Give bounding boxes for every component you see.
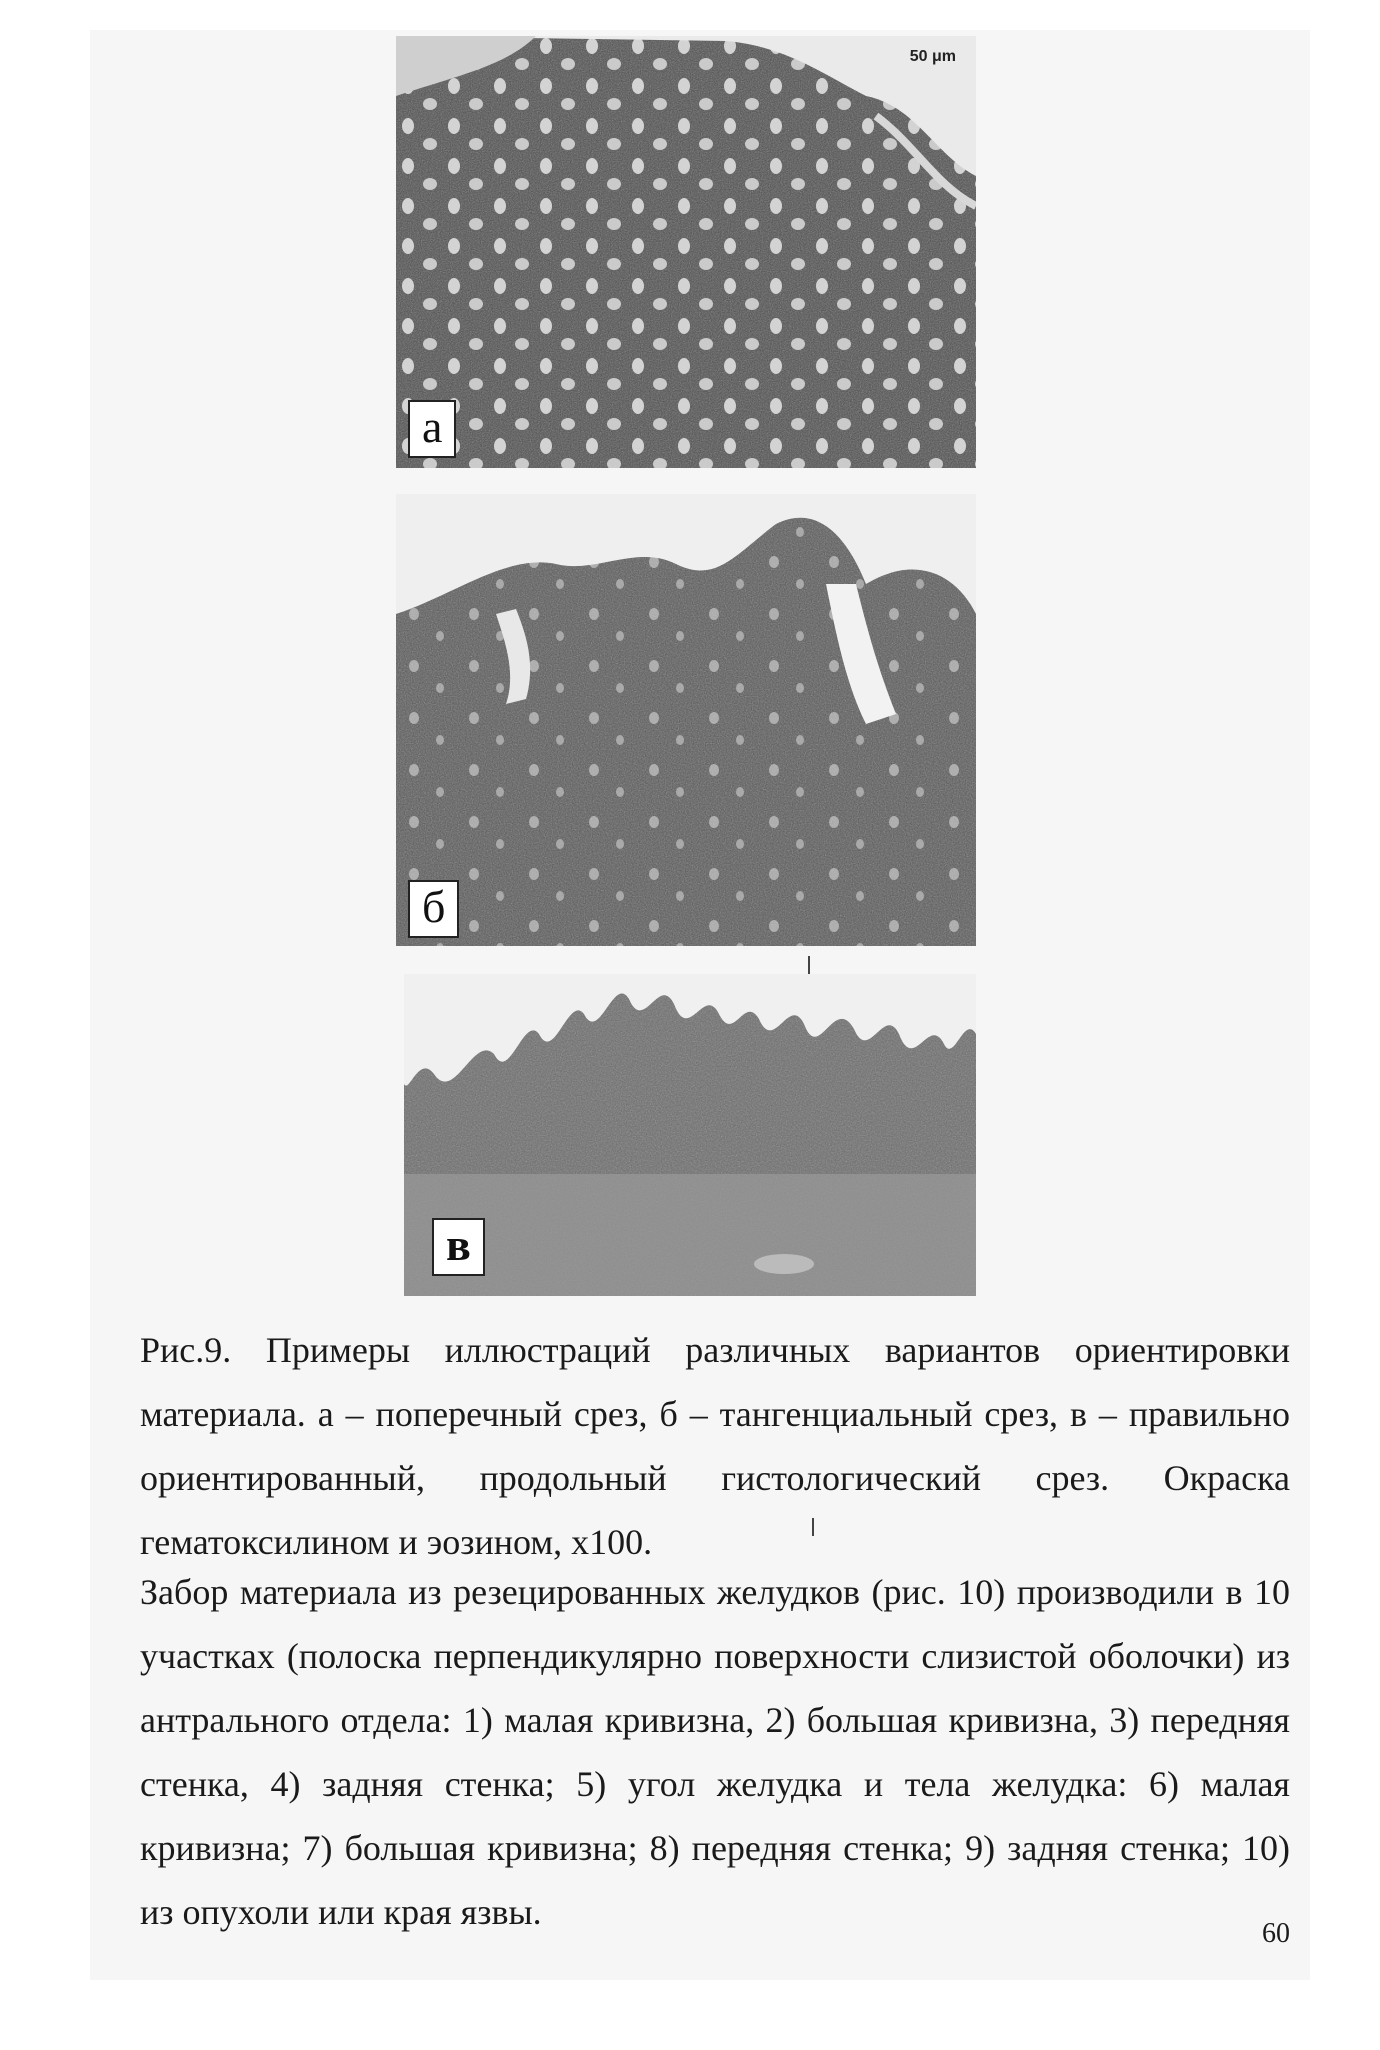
- scale-bar-a: 50 μm: [909, 48, 956, 65]
- page-number: 60: [1262, 1918, 1290, 1949]
- micrograph-panel-a: [396, 36, 976, 468]
- micrograph-panel-c: [404, 974, 976, 1296]
- body-paragraph: Забор материала из резецированных желудков (рис. 10) производили в 10 участках (полоска перпендикулярно поверхности слизистой оболочки) из антрального отдела: 1) малая кривизна, 2) большая кривизна, 3) передняя стенка, 4) задняя стенка; 5) угол желудка и тела желудка: 6) малая кривизна; 7) большая кривизна; 8) передняя стенка; 9) задняя стенка; 10) из опухоли или края язвы.: [140, 1572, 1290, 1932]
- micrograph-a-image: [396, 36, 976, 468]
- scan-mark: [808, 956, 810, 974]
- panel-label-c: в: [432, 1218, 485, 1276]
- figure-caption: Рис.9. Примеры иллюстраций различных вариантов ориентировки материала. а – поперечный срез, б – тангенциальный срез, в – правильно ориентированный, продольный гистологический срез. Окраска гематоксилином и эозином, х100.: [140, 1330, 1290, 1562]
- micrograph-c-image: [404, 974, 976, 1296]
- panel-label-a: а: [408, 400, 456, 458]
- panel-label-b: б: [408, 880, 459, 938]
- micrograph-panel-b: [396, 494, 976, 946]
- micrograph-b-image: [396, 494, 976, 946]
- scan-mark: [812, 1518, 814, 1536]
